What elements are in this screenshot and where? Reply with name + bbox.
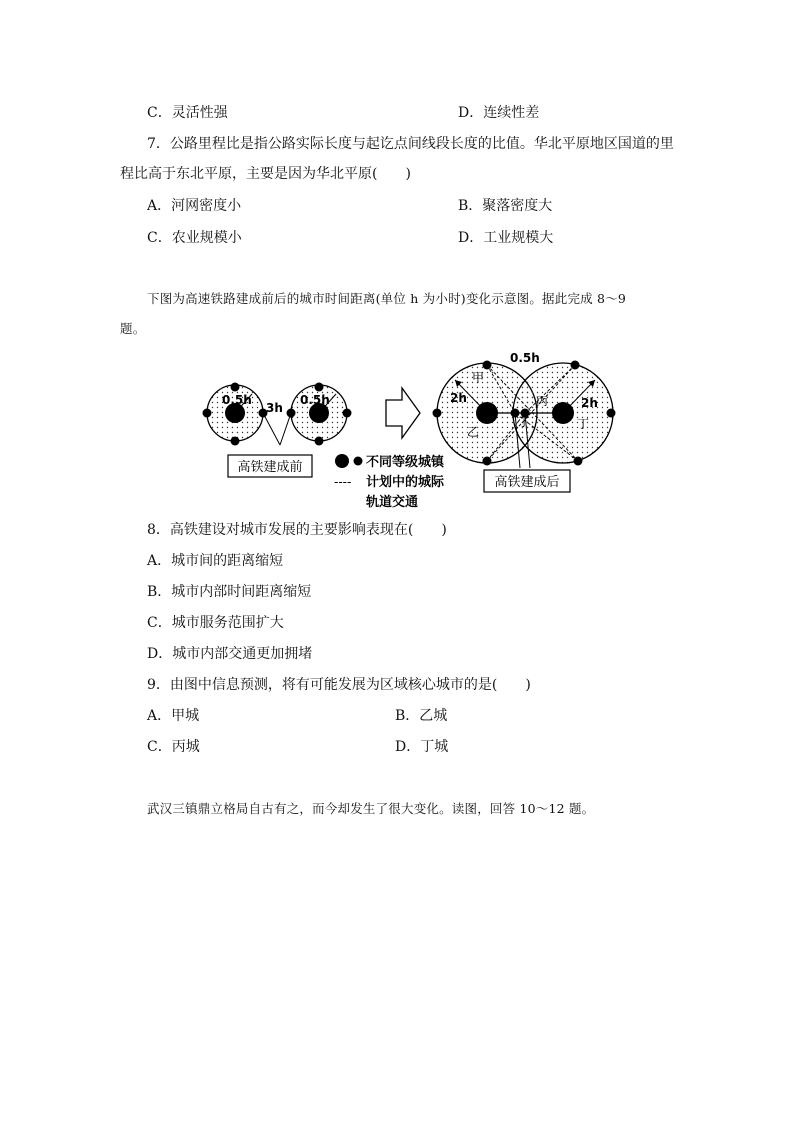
q8-stem: 8．高铁建设对城市发展的主要影响表现在( ) (147, 522, 447, 538)
q6-option-d: D．连续性差 (458, 105, 540, 121)
intro-8-9-line1: 下图为高速铁路建成前后的城市时间距离(单位 h 为小时)变化示意图。据此完成 8～9 (147, 291, 627, 306)
after-label: 高铁建成后 (494, 475, 560, 490)
q7-option-b: B．聚落密度大 (458, 198, 553, 214)
legend-rail-line1: 计划中的城际 (366, 475, 445, 490)
q8-option-b: B．城市内部时间距离缩短 (147, 584, 312, 600)
transition-arrow-icon (386, 388, 420, 438)
label-3h: 3h (266, 401, 283, 415)
q7-stem-line2: 程比高于东北平原，主要是因为华北平原( ) (120, 166, 411, 182)
label-05h-right: 0.5h (300, 393, 330, 407)
label-2h-left: 2h (450, 391, 467, 405)
q9-option-c: C．丙城 (147, 739, 200, 755)
q8-option-a: A．城市间的距离缩短 (147, 553, 284, 569)
q8-option-c: C．城市服务范围扩大 (147, 615, 284, 631)
legend-towns: 不同等级城镇 (366, 455, 445, 470)
label-05h-top: 0.5h (510, 351, 540, 365)
q9-stem: 9．由图中信息预测，将有可能发展为区域核心城市的是( ) (147, 677, 531, 693)
intro-8-9-line2: 题。 (120, 321, 146, 336)
legend-rail-line2: 轨道交通 (366, 495, 419, 510)
legend-dashes: ---- (334, 475, 352, 489)
before-city-right (287, 383, 352, 446)
q7-option-c: C．农业规模小 (147, 230, 242, 246)
q6-option-c: C．灵活性强 (147, 105, 228, 121)
city-bing: 丙 (536, 394, 549, 408)
q7-stem-line1: 7．公路里程比是指公路实际长度与起讫点间线段长度的比值。华北平原地区国道的里 (147, 136, 674, 152)
q9-option-a: A．甲城 (147, 708, 200, 724)
label-2h-right: 2h (581, 396, 598, 410)
legend-large-town-icon (335, 454, 349, 468)
intro-10-12: 武汉三镇鼎立格局自古有之，而今却发生了很大变化。读图，回答 10～12 题。 (147, 801, 595, 816)
q9-option-b: B．乙城 (395, 708, 448, 724)
label-05h-left: 0.5h (222, 393, 252, 407)
city-ding: 丁 (577, 417, 590, 431)
before-city-left (203, 383, 268, 446)
city-jia: 甲 (472, 371, 485, 385)
before-label: 高铁建成前 (237, 460, 303, 475)
q9-option-d: D．丁城 (395, 739, 449, 755)
high-speed-rail-diagram (200, 350, 640, 515)
legend-small-town-icon (354, 457, 363, 466)
q7-option-a: A．河网密度小 (147, 198, 242, 214)
city-yi: 乙 (467, 425, 480, 439)
q8-option-d: D．城市内部交通更加拥堵 (147, 646, 313, 662)
q7-option-d: D．工业规模大 (458, 230, 554, 246)
city-ding-small: 丁 (518, 415, 531, 429)
